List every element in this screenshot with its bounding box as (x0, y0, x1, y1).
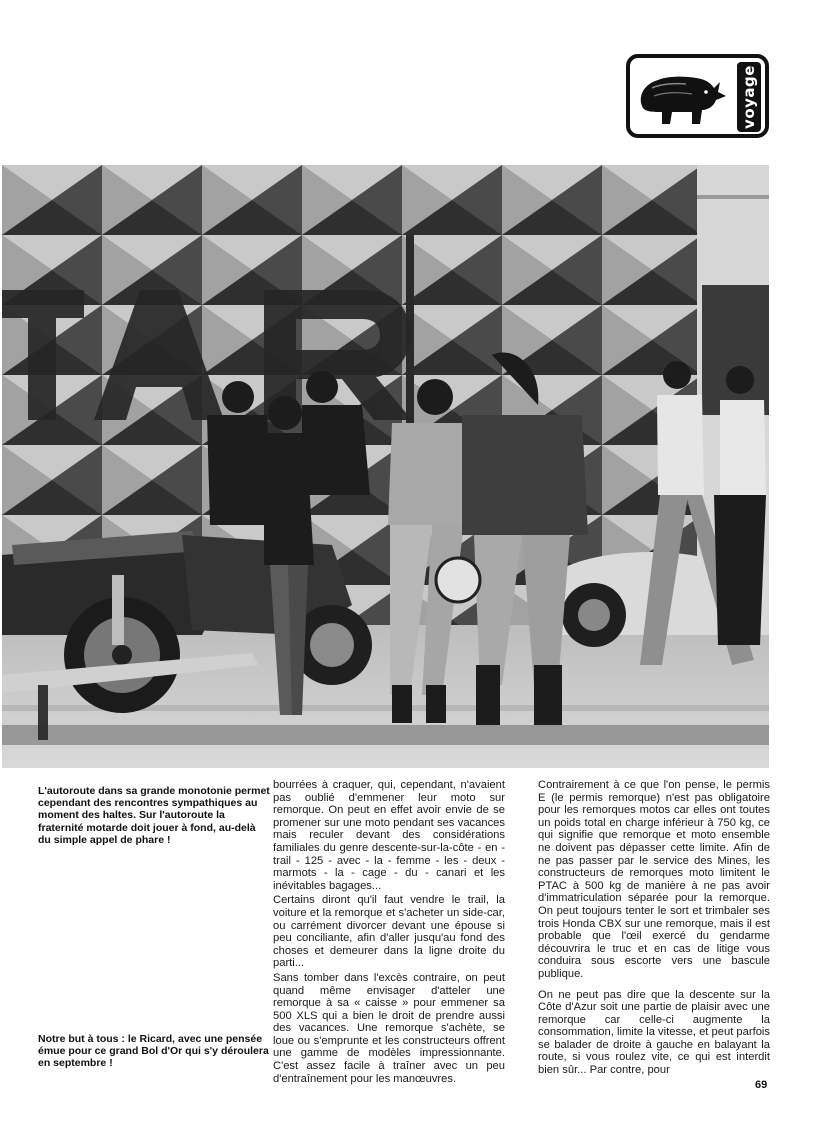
paragraph: Contrairement à ce que l'on pense, le permis E (le permis remorque) n'est pas obligatoire pour les remorques motos car elles ont toutes un poids total en charge inférieur à 750 kg, ce qui signifie que remorque et moto ensemble ne doivent pas dépasser cette limite. Afin de ne pas passer par le service des Mines, les constructeurs de remorques moto limitent le PTAC à 500 kg de manière à ne pas avoir d'immatriculation séparée pour la remorque. On peut toujours tenter le sort et trimbaler ses trois Honda CBX sur une remorque, mais il est probable que l'œil exercé du gendarme découvrira le truc et en cas de litige vous conduira sous escorte vers une bascule publique. (538, 779, 770, 980)
voyage-logo (626, 54, 769, 138)
rhinoceros-icon (634, 66, 734, 132)
paragraph: Certains diront qu'il faut vendre le trail, la voiture et la remorque et s'acheter un side-car, ou carrément divorcer devant une épouse si peu conciliante, afin d'aller jusqu'au fond des choses et demeurer dans la ligne droite du parti... (273, 894, 505, 970)
photo-caption-top: L'autoroute dans sa grande monotonie permet cependant des rencontres sympathiques au moment des haltes. Sur l'autoroute la fraternité motarde doit jouer à fond, au-delà du simple appel de phare ! (38, 785, 270, 846)
article-column-2 (273, 779, 505, 1085)
article-column-3 (538, 779, 770, 1077)
paragraph: Sans tomber dans l'excès contraire, on peut quand même envisager d'atteler une remorque à sa « caisse » pour emmener sa 500 XLS qui a bien le droit de prendre aussi des vacances. Une remorque s'achète, se loue ou s'emprunte et les constructeurs offrent une gamme de modèles impressionnante. C'est assez facile à traîner avec un peu d'entraînement pour les manœuvres. (273, 971, 505, 1085)
photo-motorcyclists (2, 165, 769, 768)
photo-caption-bottom: Notre but à tous : le Ricard, avec une pensée émue pour ce grand Bol d'Or qui s'y déroulera en septembre ! (38, 1033, 269, 1070)
logo-label: voyage (737, 62, 761, 132)
paragraph: On ne peut pas dire que la descente sur la Côte d'Azur soit une partie de plaisir avec une remorque car celle-ci augmente la consommation, limite la vitesse, et peut parfois se balader de droite à gauche en balayant la route, si vous roulez vite, ce qui est interdit bien sûr... Par contre, pour (538, 988, 770, 1077)
page-number: 69 (755, 1079, 768, 1091)
paragraph: bourrées à craquer, qui, cependant, n'avaient pas oublié d'emmener leur moto sur remorque. On peut en effet avoir envie de se promener sur une moto pendant ses vacances mais reculer devant des considérations familiales du genre descente-sur-la-côte - en - trail - 125 - avec - la - femme - les - deux - marmots - la - cage - du - canari et les inévitables bagages... (273, 779, 505, 892)
